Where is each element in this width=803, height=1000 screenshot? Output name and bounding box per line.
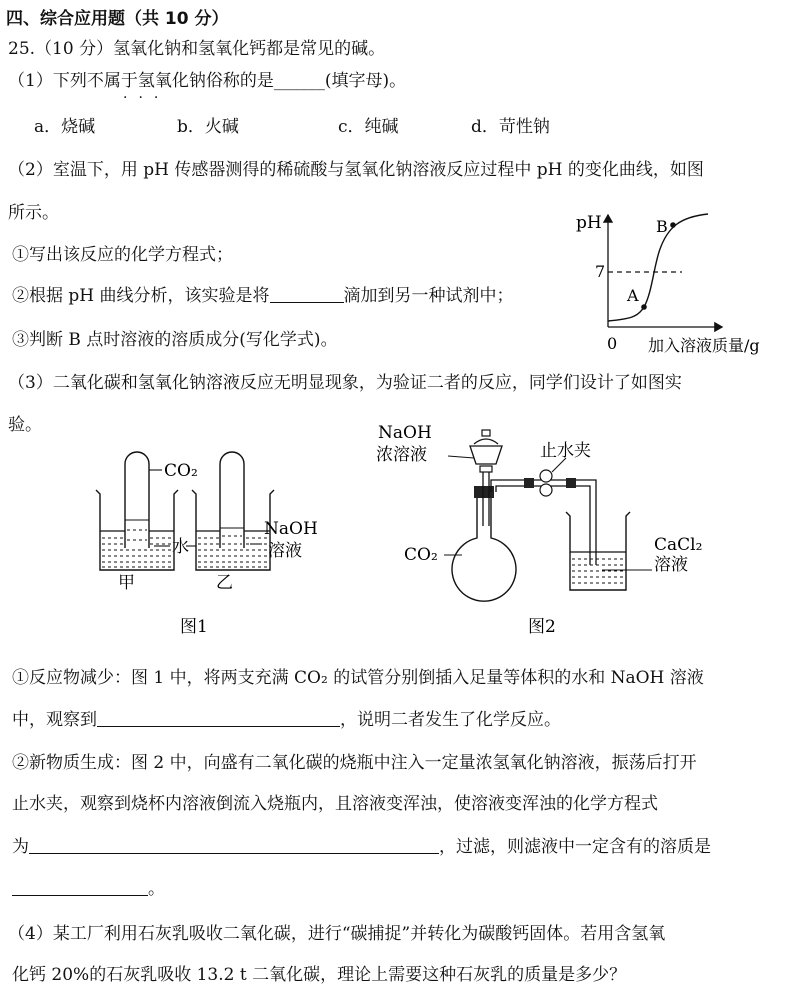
fig1-jia-label: 甲	[118, 573, 135, 593]
x-axis-label: 加入溶液质量/g	[648, 336, 760, 355]
part2-item2-a: ②根据 pH 曲线分析，该实验是将	[12, 286, 270, 306]
part4-line1: （4）某工厂利用石灰乳吸收二氧化碳，进行“碳捕捉”并转化为碳酸钙固体。若用含氢氧	[8, 924, 666, 944]
result2-line3-a: 为	[12, 837, 29, 857]
part2-item3: ③判断 B 点时溶液的溶质成分(写化学式)。	[12, 330, 338, 350]
answer-blank	[12, 879, 148, 896]
question-stem: 25.（10 分）氢氧化钠和氢氧化钙都是常见的碱。	[8, 39, 386, 59]
result2-line1: ②新物质生成：图 2 中，向盛有二氧化碳的烧瓶中注入一定量浓氢氧化钠溶液，振荡后打开	[12, 753, 697, 773]
part4-line2: 化钙 20%的石灰乳吸收 13.2 t 二氧化碳，理论上需要这种石灰乳的质量是多少？	[12, 965, 627, 985]
test-tube-yi	[220, 452, 244, 548]
fig1-caption: 图1	[180, 617, 208, 637]
point-b	[670, 222, 676, 228]
answer-blank	[270, 286, 344, 303]
separatory-funnel	[470, 446, 502, 464]
fig2-conc-label: 浓溶液	[376, 445, 427, 465]
figure-1	[90, 448, 350, 648]
fig2-cacl2-label: CaCl₂	[654, 535, 703, 555]
part2-line1: （2）室温下，用 pH 传感器测得的稀硫酸与氢氧化钠溶液反应过程中 pH 的变化曲线，如图	[8, 160, 704, 180]
fig2-naoh-label: NaOH	[378, 423, 432, 443]
part3-line1: （3）二氧化碳和氢氧化钠溶液反应无明显现象，为验证二者的反应，同学们设计了如图实	[8, 373, 682, 393]
clamp	[540, 470, 552, 482]
point-b-label: B	[656, 217, 668, 236]
part1-question: （1）下列不属于氢氧化钠俗称的是______(填字母)。	[8, 71, 407, 91]
ph7-label: 7	[595, 262, 606, 281]
result2-line4-a: 。	[148, 879, 165, 899]
part2-item1: ①写出该反应的化学方程式；	[12, 245, 233, 265]
result2-line2: 止水夹，观察到烧杯内溶液倒流入烧瓶内，且溶液变浑浊，使溶液变浑浊的化学方程式	[12, 794, 658, 814]
point-a	[641, 304, 647, 310]
option-c: c．纯碱	[338, 117, 399, 137]
option-d: d．苛性钠	[471, 117, 550, 137]
fig1-solution-label: 溶液	[268, 541, 302, 561]
result2-line3-b: ，过滤，则滤液中一定含有的溶质是	[439, 837, 711, 857]
answer-blank	[29, 837, 439, 854]
flask	[452, 498, 516, 601]
fig2-solution-label: 溶液	[654, 555, 688, 575]
fig1-naoh-label: NaOH	[264, 519, 318, 539]
result1-line1: ①反应物减少：图 1 中，将两支充满 CO₂ 的试管分别倒插入足量等体积的水和 NaOH 溶液	[12, 668, 704, 688]
fig1-yi-label: 乙	[216, 573, 233, 593]
fig2-caption: 图2	[528, 617, 556, 637]
fig1-water-label: 水	[172, 537, 189, 557]
liquid-cacl2	[572, 559, 624, 583]
result1-line2	[12, 709, 561, 731]
result1-line2-a: 中，观察到	[12, 710, 97, 730]
section-title: 四、综合应用题（共 10 分）	[6, 9, 229, 29]
fig2-clamp-label: 止水夹	[540, 441, 591, 461]
y-axis-label: pH	[576, 213, 602, 233]
part2-item2	[12, 285, 514, 307]
result2-line4	[12, 878, 165, 900]
result2-line3	[12, 836, 711, 858]
funnel-stopcock	[480, 466, 492, 472]
part3-line2: 验。	[8, 415, 42, 435]
point-a-label: A	[627, 286, 639, 305]
answer-blank	[97, 710, 340, 727]
part2-line2: 所示。	[8, 203, 59, 223]
origin-label: 0	[607, 334, 618, 353]
emphasis-dots: ···	[123, 90, 170, 106]
ph-graph	[570, 205, 800, 355]
part2-item2-b: 滴加到另一种试剂中；	[343, 286, 514, 306]
fig2-co2-label: CO₂	[404, 545, 438, 565]
result1-line2-b: ，说明二者发生了化学反应。	[340, 710, 561, 730]
option-a: a．烧碱	[34, 117, 96, 137]
beaker-cacl2	[566, 512, 630, 590]
option-b: b．火碱	[177, 117, 239, 137]
fig1-co2-label: CO₂	[164, 461, 198, 481]
figure-2	[370, 420, 715, 645]
test-tube-jia	[125, 452, 149, 548]
